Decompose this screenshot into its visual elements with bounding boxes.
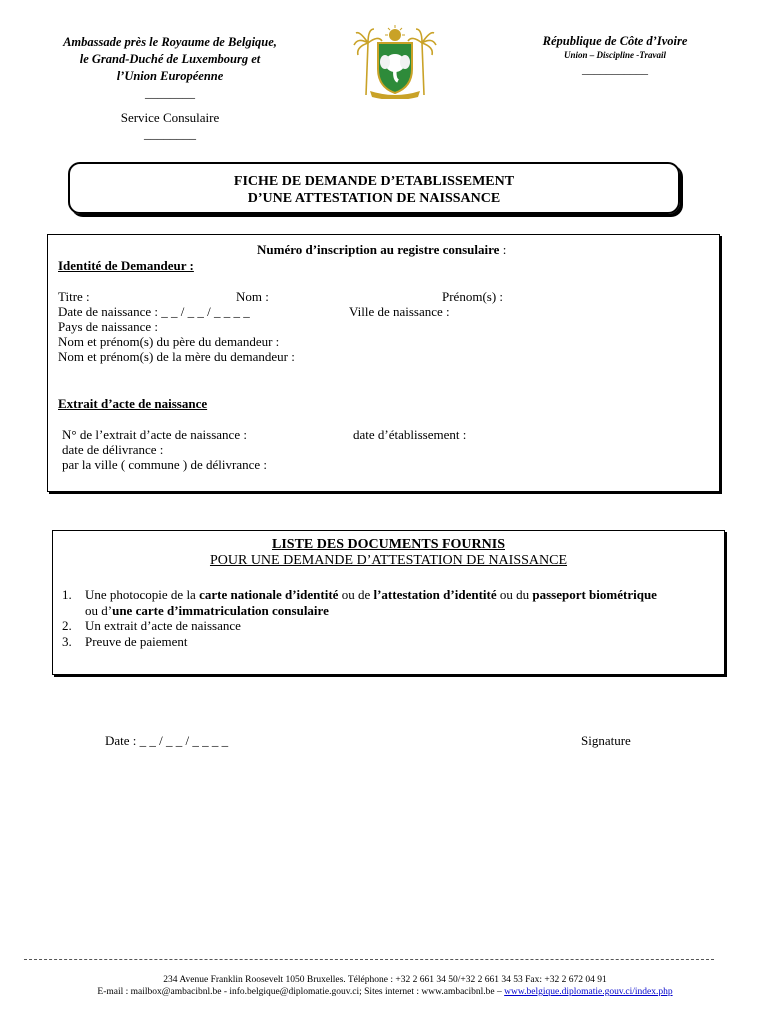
footer-address: 234 Avenue Franklin Roosevelt 1050 Bruxelles. Téléphone : +32 2 661 34 50/+32 2 661 34 53 Fax: +32 2 672 04 91 (163, 975, 607, 985)
identity-heading: Identité de Demandeur : (58, 258, 194, 273)
republic-motto: Union – Discipline -Travail (564, 50, 666, 60)
registry-number-field[interactable] (257, 242, 506, 257)
website-link[interactable]: www.belgique.diplomatie.gouv.ci/index.php (504, 987, 673, 997)
signature-field[interactable]: Signature (581, 733, 631, 748)
list-item-bold: passeport biométrique (532, 587, 657, 602)
coat-of-arms-icon (352, 25, 438, 99)
service-consulaire (40, 110, 300, 142)
list-item-text: ou du (496, 587, 533, 602)
embassy-name (40, 34, 300, 102)
footer-email: E-mail : mailbox@ambacibnl.be - info.belgique@diplomatie.gouv.ci; Sites internet : www.ambacibnl.be – (97, 987, 505, 997)
list-item (62, 618, 722, 634)
republic-header (510, 34, 720, 77)
extrait-number-field[interactable]: N° de l’extrait d’acte de naissance : (62, 427, 247, 442)
list-item-bold: carte nationale d’identité (199, 587, 339, 602)
ville-naissance-field[interactable]: Ville de naissance : (349, 304, 450, 319)
republic-title: République de Côte d’Ivoire (542, 34, 688, 48)
footer-contact (0, 986, 770, 998)
form-title-line-2: D’UNE ATTESTATION DE NAISSANCE (247, 191, 501, 206)
service-label: Service Consulaire (120, 110, 220, 125)
list-item (62, 634, 722, 650)
list-item-text: Preuve de paiement (85, 633, 188, 649)
list-item-number: 1. (62, 587, 72, 602)
registry-number-colon: : (499, 242, 507, 257)
list-item-bold: une carte d’immatriculation consulaire (112, 602, 329, 618)
ville-delivrance-field[interactable]: par la ville ( commune ) de délivrance : (62, 457, 268, 472)
documents-heading: LISTE DES DOCUMENTS FOURNIS (272, 537, 505, 552)
footer-divider (24, 959, 714, 960)
date-naissance-field[interactable]: Date de naissance : _ _ / _ _ / _ _ _ _ (58, 304, 250, 319)
documents-list (62, 587, 722, 649)
embassy-line-2: le Grand-Duché de Luxembourg et (79, 52, 261, 66)
list-item-bold: l’attestation d’identité (373, 587, 497, 602)
form-title-line-1: FICHE DE DEMANDE D’ETABLISSEMENT (233, 174, 515, 189)
nom-field[interactable]: Nom : (236, 289, 269, 304)
pere-field[interactable]: Nom et prénom(s) du père du demandeur : (58, 334, 280, 349)
prenom-field[interactable]: Prénom(s) : (442, 289, 504, 304)
embassy-line-1: Ambassade près le Royaume de Belgique, (63, 35, 277, 49)
titre-field[interactable]: Titre : (58, 289, 90, 304)
pays-naissance-field[interactable]: Pays de naissance : (58, 319, 159, 334)
date-etablissement-field[interactable]: date d’établissement : (353, 427, 467, 442)
registry-number-label: Numéro d’inscription au registre consulaire (257, 242, 500, 257)
list-item-number: 2. (62, 618, 72, 633)
date-field[interactable]: Date : _ _ / _ _ / _ _ _ _ (105, 733, 229, 748)
list-item-text: ou de (338, 587, 374, 602)
date-delivrance-field[interactable]: date de délivrance : (62, 442, 164, 457)
mere-field[interactable]: Nom et prénom(s) de la mère du demandeur : (58, 349, 295, 364)
service-divider: ________ (144, 126, 196, 141)
extrait-heading: Extrait d’acte de naissance (58, 396, 208, 411)
embassy-line-3: l’Union Européenne (116, 69, 224, 83)
embassy-divider: ________ (145, 86, 195, 100)
list-item (62, 587, 722, 618)
list-item-text: Une photocopie de la (85, 587, 200, 602)
list-item-text: ou d’ (85, 602, 113, 618)
form-title-box (68, 162, 680, 214)
republic-divider: ___________ (582, 62, 648, 76)
documents-subheading: POUR UNE DEMANDE D’ATTESTATION DE NAISSANCE (209, 553, 568, 568)
list-item-text: Un extrait d’acte de naissance (85, 618, 241, 633)
list-item-number: 3. (62, 633, 72, 649)
